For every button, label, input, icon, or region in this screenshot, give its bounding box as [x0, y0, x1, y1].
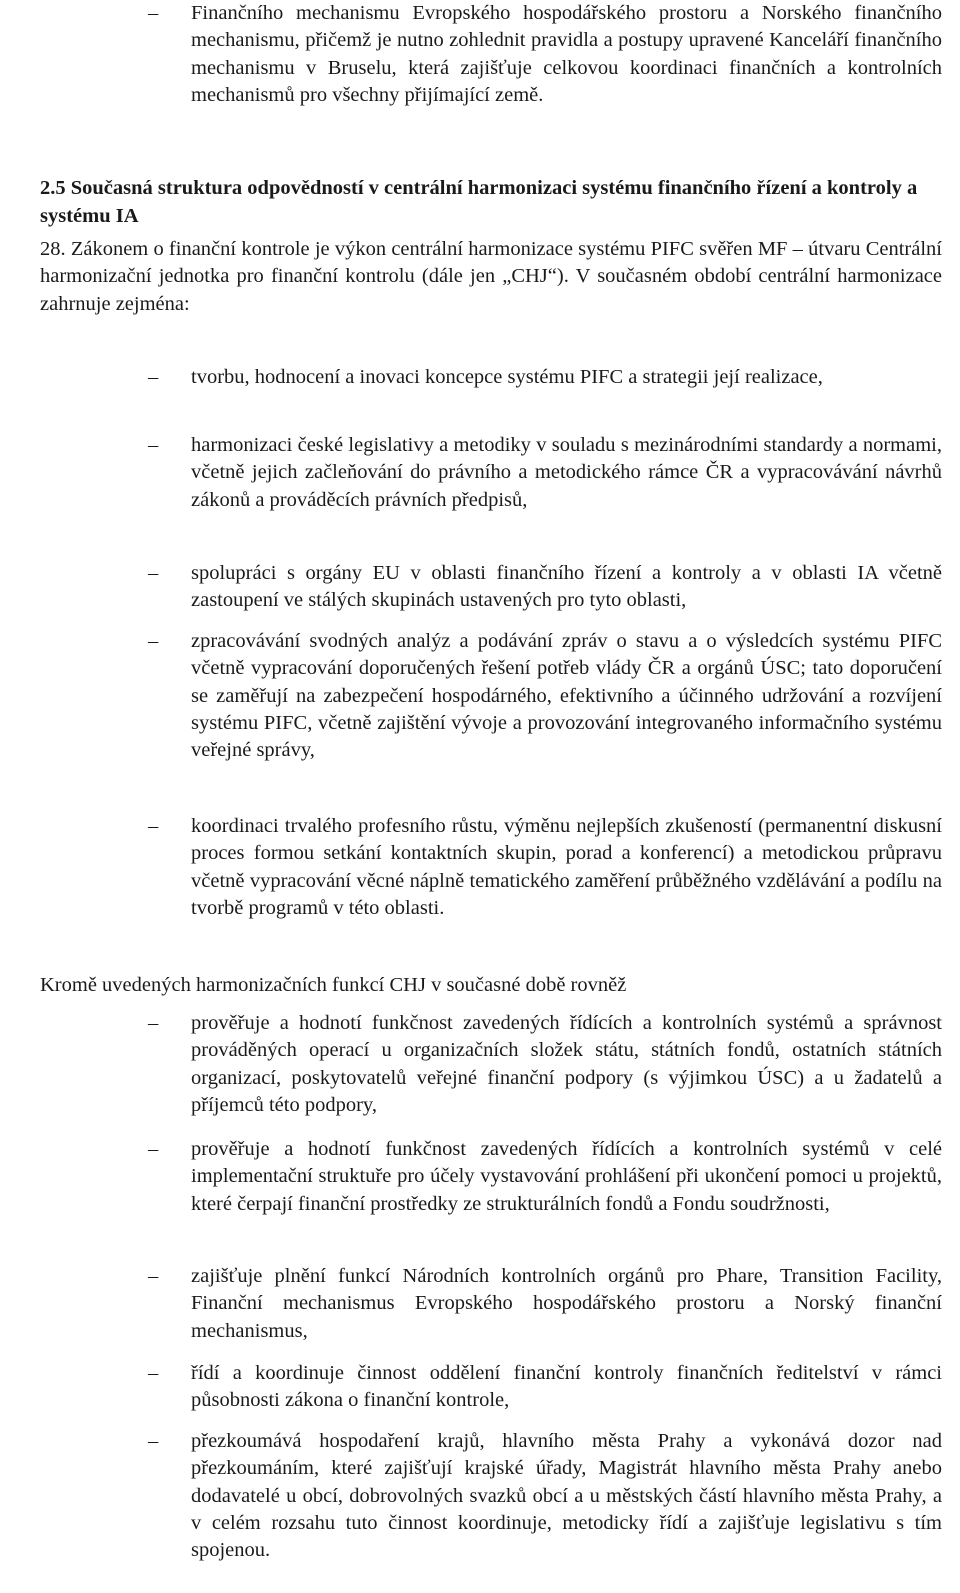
list-item — [148, 432, 942, 514]
list-item-text: tvorbu, hodnocení a inovaci koncepce systému PIFC a strategii její realizace, — [191, 366, 823, 388]
list-item-text: prověřuje a hodnotí funkčnost zavedených řídících a kontrolních systémů a správnost prováděných operací u organizačních složek státu, státních fondů, ostatních státních organizací, poskytovatelů veřejné finanční podpory (s výjimkou ÚSC) a u žadatelů a příjemců této podpory, — [191, 1012, 942, 1116]
additional-lead-in: Kromě uvedených harmonizačních funkcí CHJ v současné době rovněž — [40, 974, 627, 996]
list-dash: – — [148, 630, 159, 652]
list-item — [148, 1263, 942, 1345]
list-item-text: harmonizaci české legislativy a metodiky v souladu s mezinárodními standardy a normami, včetně jejich začleňování do právního a metodického rámce ČR a vypracovávání návrhů zákonů a prováděcích právních předpisů, — [191, 434, 942, 511]
paragraph-28: 28. Zákonem o finanční kontrole je výkon centrální harmonizace systému PIFC svěřen MF – útvaru Centrální harmonizační jednotka pro finanční kontrolu (dále jen „CHJ“). V současném období centrální harmonizace zahrnuje zejména: — [40, 238, 942, 315]
list-dash: – — [148, 2, 159, 24]
list-item-text: zajišťuje plnění funkcí Národních kontrolních orgánů pro Phare, Transition Facility, Finanční mechanismus Evropského hospodářského prostoru a Norský finanční mechanismus, — [191, 1265, 942, 1342]
list-item-text: spolupráci s orgány EU v oblasti finančního řízení a kontroly a v oblasti IA včetně zastoupení ve stálých skupinách ustavených pro tyto oblasti, — [191, 562, 942, 612]
list-item — [148, 560, 942, 615]
list-item-text: Finančního mechanismu Evropského hospodářského prostoru a Norského finančního mechanismu, přičemž je nutno zohlednit pravidla a postupy upravené Kanceláří finančního mechanismu v Bruselu, která zajišťuje celkovou koordinaci finančních a kontrolních mechanismů pro všechny přijímající země. — [191, 2, 942, 106]
list-item — [148, 1010, 942, 1119]
list-item — [148, 813, 942, 922]
list-item — [148, 364, 942, 391]
list-item — [148, 628, 942, 764]
list-item-text: řídí a koordinuje činnost oddělení finanční kontroly finančních ředitelství v rámci působnosti zákona o finanční kontrole, — [191, 1362, 942, 1412]
section-heading: 2.5 Současná struktura odpovědností v centrální harmonizaci systému finančního řízení a kontroly a systému IA — [40, 177, 918, 227]
list-item-text: zpracovávání svodných analýz a podávání zpráv o stavu a o výsledcích systému PIFC včetně vypracování doporučených řešení potřeb vlády ČR a orgánů ÚSC; tato doporučení se zaměřují na zabezpečení hospodárného, efektivního a účinného udržování a rozvíjení systému PIFC, včetně zajištění vývoje a provozování integrovaného informačního systému veřejné správy, — [191, 630, 942, 762]
list-dash: – — [148, 434, 159, 456]
list-dash: – — [148, 562, 159, 584]
list-dash: – — [148, 1362, 159, 1384]
list-dash: – — [148, 1430, 159, 1452]
list-dash: – — [148, 366, 159, 388]
list-item-text: přezkoumává hospodaření krajů, hlavního města Prahy a vykonává dozor nad přezkoumáním, které zajišťují krajské úřady, Magistrát hlavního města Prahy anebo dodavatelé u obcí, dobrovolných svazků obcí a u městských částí hlavního města Prahy, a v celém rozsahu tuto činnost koordinuje, metodicky řídí a zajišťuje legislativu s tím spojenou. — [191, 1430, 942, 1562]
list-item — [148, 1428, 942, 1564]
list-dash: – — [148, 1138, 159, 1160]
list-item-continuation — [148, 0, 942, 109]
list-item-text: prověřuje a hodnotí funkčnost zavedených řídících a kontrolních systémů v celé implementační struktuře pro účely vystavování prohlášení při ukončení pomoci u projektů, které čerpají finanční prostředky ze strukturálních fondů a Fondu soudržnosti, — [191, 1138, 942, 1215]
list-item — [148, 1136, 942, 1218]
list-dash: – — [148, 1265, 159, 1287]
list-dash: – — [148, 815, 159, 837]
list-item-text: koordinaci trvalého profesního růstu, výměnu nejlepších zkušeností (permanentní diskusní proces formou setkání kontaktních skupin, porad a konferencí) a metodickou průpravu včetně vypracování věcné náplně tematického zaměření průběžného vzdělávání a podílu na tvorbě programů v této oblasti. — [191, 815, 942, 919]
list-dash: – — [148, 1012, 159, 1034]
list-item — [148, 1360, 942, 1415]
